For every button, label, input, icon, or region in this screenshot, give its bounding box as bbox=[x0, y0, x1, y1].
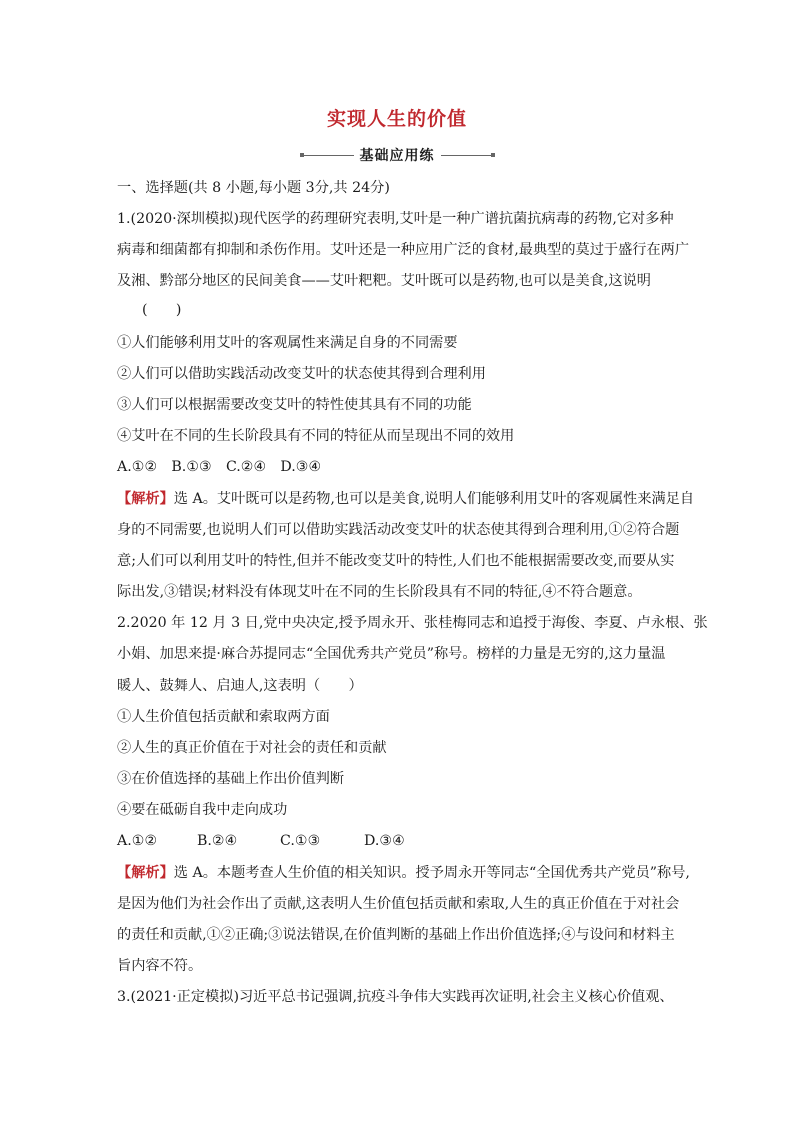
heading-right-rule bbox=[441, 155, 491, 156]
analysis-tag: 【解析】 bbox=[117, 865, 174, 881]
analysis-text: 选 A。本题考查人生价值的相关知识。授予周永开等同志“全国优秀共产党员”称号, bbox=[173, 865, 690, 881]
q1-analysis-line bbox=[117, 489, 695, 509]
q1-analysis-line: 际出发,③错误;材料没有体现艾叶在不同的生长阶段具有不同的特征,④不符合题意。 bbox=[117, 584, 642, 600]
q1-analysis-line: 意;人们可以利用艾叶的特性,但并不能改变艾叶的特性,人们也不能根据需要改变,而要从实 bbox=[117, 553, 675, 569]
q1-option-1: ①人们能够利用艾叶的客观属性来满足自身的不同需要 bbox=[117, 335, 458, 351]
choice-d: D.③④ bbox=[364, 833, 405, 849]
q1-stem-line: 病毒和细菌都有抑制和杀伤作用。艾叶还是一种应用广泛的食材,最典型的莫过于盛行在两广 bbox=[117, 242, 690, 258]
q2-analysis-line: 是因为他们为社会作出了贡献,这表明人生价值包括贡献和索取,人生的真正价值在于对社会 bbox=[117, 896, 680, 912]
q2-analysis-line: 旨内容不符。 bbox=[117, 958, 203, 974]
q1-analysis-line: 身的不同需要,也说明人们可以借助实践活动改变艾叶的状态使其得到合理利用,①②符合题 bbox=[117, 522, 680, 538]
q2-option-2: ②人生的真正价值在于对社会的责任和贡献 bbox=[117, 740, 387, 756]
q1-stem-line: 及湘、黔部分地区的民间美食——艾叶粑粑。艾叶既可以是药物,也可以是美食,这说明 bbox=[117, 273, 651, 289]
q1-stem-line: 1.(2020·深圳模拟)现代医学的药理研究表明,艾叶是一种广谱抗菌抗病毒的药物,它对多种 bbox=[117, 211, 674, 227]
q2-choices bbox=[117, 831, 687, 851]
q2-stem-line: 小娟、加思来提·麻合苏提同志“全国优秀共产党员”称号。榜样的力量是无穷的,这力量温 bbox=[117, 646, 666, 662]
q3-stem-line: 3.(2021·正定模拟)习近平总书记强调,抗疫斗争伟大实践再次证明,社会主义核心价值观、 bbox=[117, 989, 674, 1005]
q2-option-1: ①人生价值包括贡献和索取两方面 bbox=[117, 709, 330, 725]
q2-stem-line: 2.2020 年 12 月 3 日,党中央决定,授予周永开、张桂梅同志和追授于海俊、李夏、卢永根、张 bbox=[117, 615, 708, 631]
analysis-tag: 【解析】 bbox=[117, 491, 174, 507]
q2-option-4: ④要在砥砺自我中走向成功 bbox=[117, 802, 288, 818]
q1-answer-blank: ( ) bbox=[142, 302, 182, 318]
q2-analysis-line: 的责任和贡献,①②正确;③说法错误,在价值判断的基础上作出价值选择;④与设问和材料主 bbox=[117, 927, 675, 943]
q2-analysis-line bbox=[117, 863, 690, 883]
q2-stem-line: 暖人、鼓舞人、启迪人,这表明（ ） bbox=[117, 678, 363, 694]
choice-c: C.①③ bbox=[280, 833, 321, 849]
analysis-text: 选 A。艾叶既可以是药物,也可以是美食,说明人们能够利用艾叶的客观属性来满足自 bbox=[173, 491, 695, 507]
section-title: 基础应用练 bbox=[359, 148, 435, 164]
q2-option-3: ③在价值选择的基础上作出价值判断 bbox=[117, 771, 345, 787]
q1-option-4: ④艾叶在不同的生长阶段具有不同的特征从而呈现出不同的效用 bbox=[117, 428, 515, 444]
choice-b: B.②④ bbox=[197, 833, 238, 849]
heading-left-rule bbox=[304, 155, 354, 156]
choice-a: A.①② bbox=[117, 833, 158, 849]
page-title: 实现人生的价值 bbox=[326, 108, 467, 130]
heading-right-dot bbox=[491, 153, 495, 157]
q1-choices: A.①② B.①③ C.②④ D.③④ bbox=[117, 459, 322, 475]
q1-option-2: ②人们可以借助实践活动改变艾叶的状态使其得到合理利用 bbox=[117, 366, 486, 382]
part-header: 一、选择题(共 8 小题,每小题 3分,共 24分) bbox=[117, 180, 390, 196]
q1-option-3: ③人们可以根据需要改变艾叶的特性使其具有不同的功能 bbox=[117, 397, 472, 413]
section-heading bbox=[0, 146, 794, 164]
